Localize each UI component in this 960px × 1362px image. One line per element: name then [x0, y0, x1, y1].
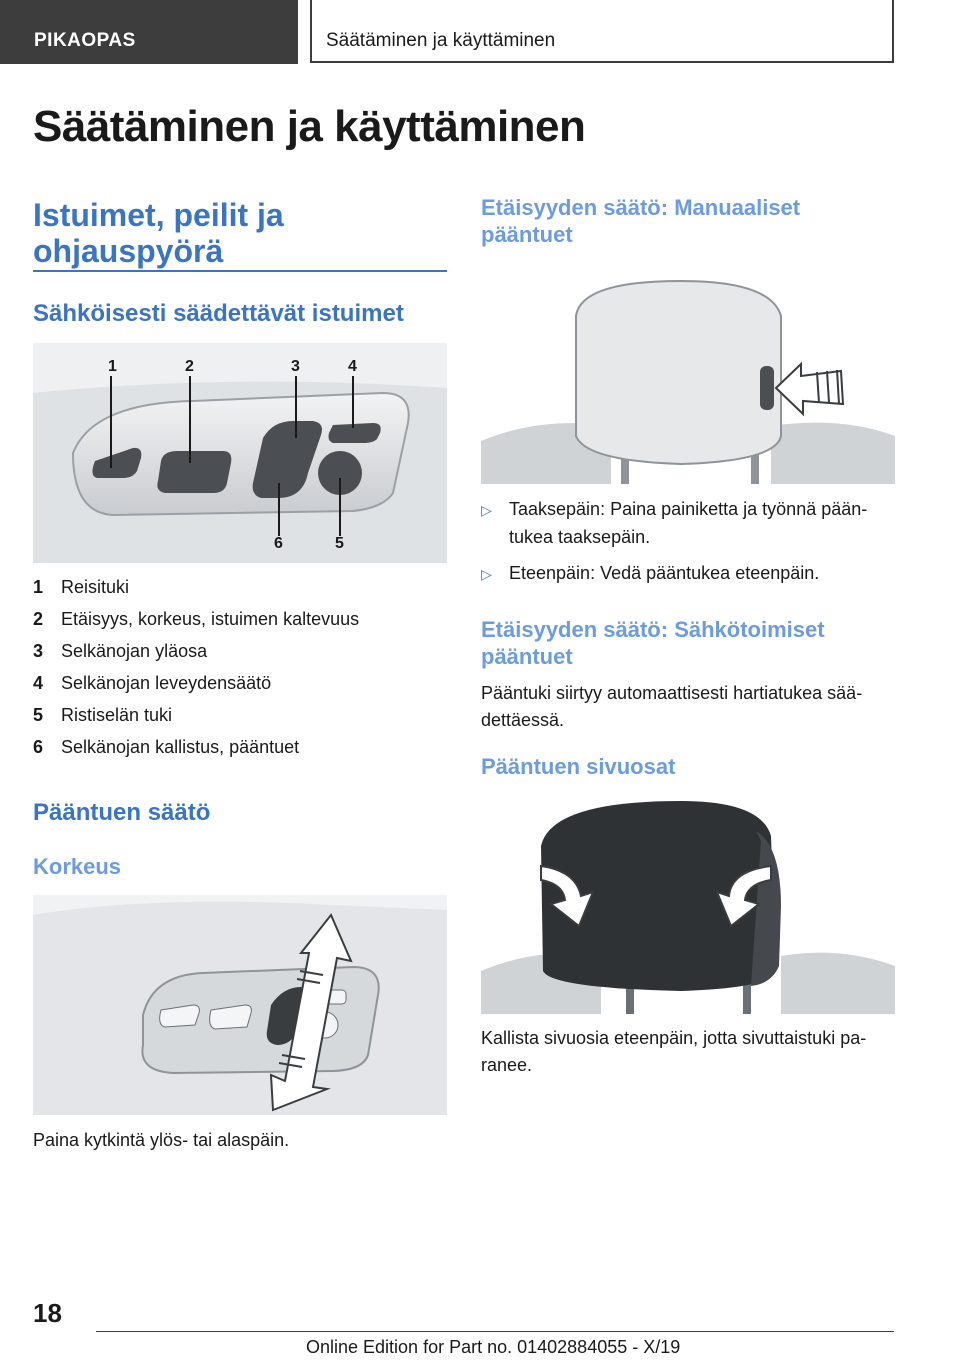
header-section-tab: [0, 0, 298, 64]
headrest-sides-illustration: [481, 796, 895, 1014]
footer-divider: [96, 1331, 894, 1332]
legend-item: 5 Ristiselän tuki: [33, 705, 173, 725]
headrest-sides-text: Kallista sivuosia eteenpäin, jotta sivuttaistuki pa- ranee.: [481, 1028, 867, 1075]
manual-headrest-figure: [481, 276, 895, 484]
legend-item: 3 Selkänojan yläosa: [33, 641, 208, 661]
manual-headrest-title: Etäisyyden säätö: Manuaaliset pääntuet: [481, 195, 801, 247]
height-title: Korkeus: [33, 854, 122, 879]
callout-2: 2: [185, 358, 194, 375]
triangle-bullet-icon: ▷: [481, 566, 492, 582]
height-caption: Paina kytkintä ylös- tai alaspäin.: [33, 1130, 290, 1150]
headrest-sides-title: Pääntuen sivuosat: [481, 754, 676, 779]
headrest-adjust-title: Pääntuen säätö: [33, 799, 211, 826]
callout-5: 5: [335, 535, 344, 552]
headrest-sides-figure: [481, 796, 895, 1014]
list-item-continuation: tukea taaksepäin.: [509, 527, 651, 547]
section-tab-label: PIKAOPAS: [34, 30, 136, 51]
seat-controls-illustration: [33, 343, 447, 563]
list-item: ▷ Taaksepäin: Paina painiketta ja työnnä pään-: [481, 496, 895, 524]
list-item: ▷ Eteenpäin: Vedä pääntukea eteenpäin.: [481, 560, 895, 588]
section-title-line2: ohjauspyörä: [33, 233, 224, 269]
legend-item: 2 Etäisyys, korkeus, istuimen kaltevuus: [33, 609, 360, 629]
legend-item: 1 Reisituki: [33, 577, 130, 597]
section-title: [33, 197, 284, 269]
seat-controls-figure: [33, 343, 447, 563]
footer-edition: Online Edition for Part no. 01402884055 - X/19: [306, 1337, 681, 1357]
header-chapter-box: [310, 0, 894, 63]
chapter-title: Säätäminen ja käyttäminen: [326, 30, 556, 51]
callout-3: 3: [291, 358, 300, 375]
page-number: 18: [33, 1298, 62, 1328]
section-title-line1: Istuimet, peilit ja: [33, 197, 284, 233]
subsection-title: Sähköisesti säädettävät istuimet: [33, 300, 404, 327]
manual-headrest-steps: [481, 496, 895, 588]
legend-item: 6 Selkänojan kallistus, pääntuet: [33, 737, 300, 757]
callout-6: 6: [274, 535, 283, 552]
callout-1: 1: [108, 358, 117, 375]
manual-headrest-illustration: [481, 276, 895, 484]
seat-controls-legend: [33, 574, 447, 761]
electric-headrest-text: Pääntuki siirtyy automaattisesti hartiatukea sää- dettäessä.: [481, 683, 863, 730]
page-title: Säätäminen ja käyttäminen: [33, 102, 586, 151]
callout-4: 4: [348, 358, 357, 375]
electric-headrest-title: Etäisyyden säätö: Sähkötoimiset pääntuet: [481, 617, 825, 669]
height-switch-figure: [33, 895, 447, 1115]
section-divider: [33, 270, 447, 272]
height-switch-illustration: [33, 895, 447, 1115]
legend-item: 4 Selkänojan leveydensäätö: [33, 673, 272, 693]
triangle-bullet-icon: ▷: [481, 502, 492, 518]
